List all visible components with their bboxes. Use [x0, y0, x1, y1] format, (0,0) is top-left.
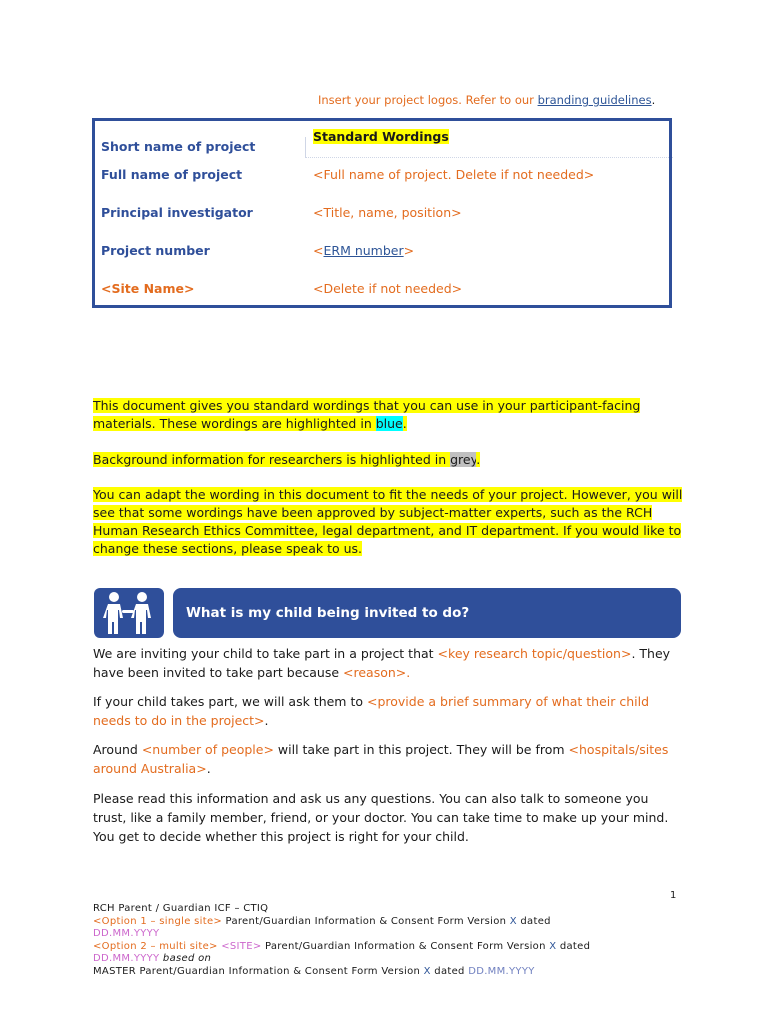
footer-line-6	[93, 966, 693, 979]
footer-date: DD.MM.YYYY	[93, 928, 160, 939]
section-heading-bar	[173, 588, 681, 638]
body-paragraph-2	[93, 692, 683, 730]
footer-text: Parent/Guardian Information & Consent Form Version	[222, 915, 510, 927]
footer-line-3	[93, 928, 693, 941]
body-paragraph-1	[93, 644, 683, 682]
body-text: .	[264, 713, 269, 728]
intro-text-2a: Background information for researchers is highlighted in	[93, 452, 451, 467]
placeholder-text: <key research topic/question>	[437, 646, 632, 661]
body-text: If your child takes part, we will ask them to	[93, 694, 367, 709]
footer-date: DD.MM.YYYY	[93, 953, 160, 964]
intro-text-2b: .	[476, 452, 481, 467]
branding-guidelines-link[interactable]: branding guidelines	[537, 93, 652, 107]
footer-text: Parent/Guardian Information & Consent Form Version	[261, 940, 550, 952]
footer-line-4	[93, 941, 693, 954]
body-text: . They have been invited to take part because	[93, 646, 671, 680]
footer-text: dated	[556, 940, 591, 952]
project-number-prefix: <	[313, 243, 324, 258]
site-name-label: <Site Name>	[101, 281, 195, 296]
footer-version: X	[549, 940, 557, 952]
footer-date: DD.MM.YYYY	[468, 965, 535, 977]
footer-text: MASTER Parent/Guardian Information & Consent Form Version	[93, 965, 424, 977]
children-holding-hands-icon	[94, 588, 164, 638]
placeholder-text: <hospitals/sites around Australia>	[93, 742, 669, 776]
body-paragraph-3	[93, 740, 683, 778]
footer-option-1: <Option 1 – single site>	[93, 915, 223, 927]
project-number-value	[313, 243, 414, 258]
placeholder-text: <reason>.	[343, 665, 411, 680]
intro-text-1b: .	[402, 416, 407, 431]
footer-line-1: RCH Parent / Guardian ICF – CTIQ	[93, 903, 269, 914]
section-icon-box	[94, 588, 164, 638]
body-paragraph-4: Please read this information and ask us any questions. You can also talk to someone you trust, like a family member, friend, or your doctor. You can take time to make up your mind. You get to decide whether this project is right for your child.	[93, 791, 669, 844]
principal-investigator-value[interactable]: <Title, name, position>	[313, 205, 462, 220]
intro-paragraph-2	[93, 451, 683, 469]
body-text: will take part in this project. They will be from	[273, 742, 569, 757]
standard-wordings-text: Standard Wordings	[313, 129, 449, 144]
table-border-accent	[669, 143, 672, 169]
placeholder-text: <number of people>	[141, 742, 274, 757]
grey-highlight-sample: grey	[450, 452, 477, 467]
short-name-label: Short name of project	[101, 139, 256, 154]
project-info-table	[92, 118, 672, 308]
project-number-label: Project number	[101, 243, 210, 258]
standard-wordings-header	[313, 129, 449, 144]
site-name-value[interactable]: <Delete if not needed>	[313, 281, 463, 296]
footer-version: X	[423, 965, 431, 977]
footer-site: <SITE>	[221, 940, 262, 952]
intro-paragraph-3	[93, 486, 683, 558]
section-heading: What is my child being invited to do?	[186, 605, 470, 621]
footer-text: dated	[516, 915, 551, 927]
intro-paragraph-1	[93, 397, 683, 433]
footer-option-2: <Option 2 – multi site>	[93, 940, 218, 952]
footer-line-2	[93, 916, 693, 929]
footer-text: based on	[159, 953, 212, 964]
placeholder-text: <provide a brief summary of what their child needs to do in the project>	[93, 694, 650, 728]
logo-note-text: Insert your project logos. Refer to our	[318, 93, 538, 107]
intro-text-3: You can adapt the wording in this document to fit the needs of your project. However, you will see that some wordings have been approved by subject-matter experts, such as the RCH Human Research Ethics Committee, legal department, and IT department. If you would like to change these sections, please speak to us.	[93, 487, 683, 556]
intro-text-1a: This document gives you standard wordings that you can use in your participant-facing materials. These wordings are highlighted in	[93, 398, 641, 431]
full-name-label: Full name of project	[101, 167, 243, 182]
logo-note-suffix: .	[651, 93, 656, 107]
body-text: .	[206, 761, 211, 776]
body-text: We are inviting your child to take part in a project that	[93, 646, 438, 661]
erm-number-link[interactable]: ERM number	[323, 243, 404, 258]
footer-text: dated	[430, 965, 469, 977]
footer-line-5	[93, 953, 693, 966]
body-text: Around	[93, 742, 142, 757]
table-column-separator	[305, 137, 306, 157]
page-number: 1	[670, 890, 677, 901]
logo-instruction	[318, 93, 655, 107]
principal-investigator-label: Principal investigator	[101, 205, 253, 220]
blue-highlight-sample: blue	[375, 416, 403, 431]
table-row-divider	[305, 157, 673, 158]
document-footer	[93, 903, 693, 978]
project-number-suffix: >	[403, 243, 415, 258]
footer-version: X	[509, 915, 517, 927]
full-name-value[interactable]: <Full name of project. Delete if not needed>	[313, 167, 595, 182]
